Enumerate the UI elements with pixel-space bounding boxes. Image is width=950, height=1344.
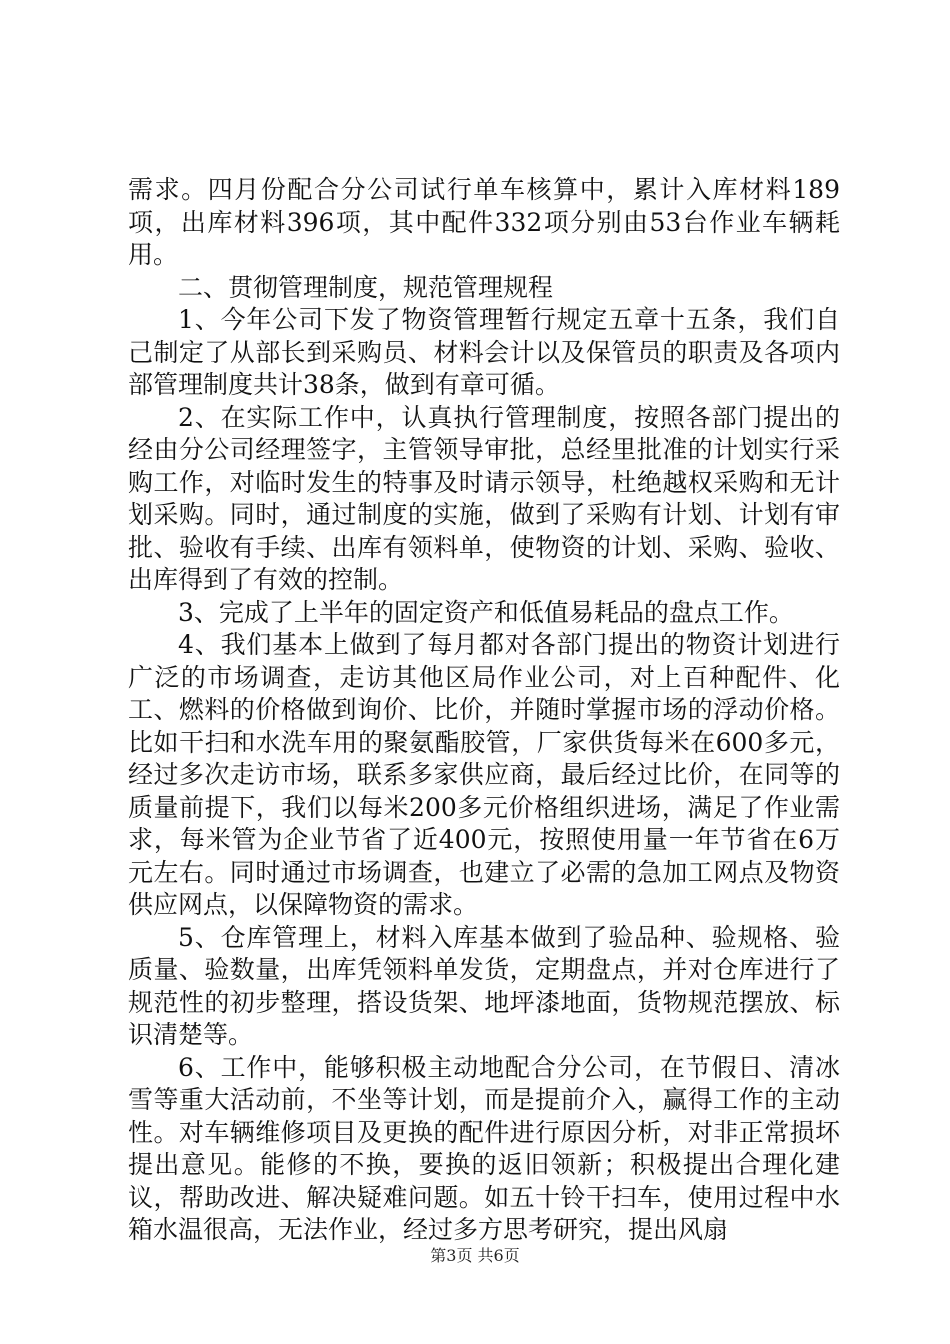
page-number-footer: 第3页 共6页 (430, 1246, 520, 1265)
section-heading: 二、贯彻管理制度，规范管理规程 (178, 272, 554, 302)
document-body (128, 174, 840, 1247)
paragraph-continuation: 需求。四月份配合分公司试行单车核算中，累计入库材料189项，出库材料396项，其中配件332项分别由53台作业车辆耗用。 (128, 175, 840, 269)
paragraph-item-6: 6、工作中，能够积极主动地配合分公司，在节假日、清冰雪等重大活动前，不坐等计划，而是提前介入，赢得工作的主动性。对车辆维修项目及更换的配件进行原因分析，对非正常损坏提出意见。能修的不换，要换的返旧领新；积极提出合理化建议，帮助改进、解决疑难问题。如五十铃干扫车，使用过程中水箱水温很高，无法作业，经过多方思考研究，提出风扇 (128, 1052, 840, 1244)
paragraph-item-2: 2、在实际工作中，认真执行管理制度，按照各部门提出的经由分公司经理签字，主管领导审批，总经里批准的计划实行采购工作，对临时发生的特事及时请示领导，杜绝越权采购和无计划采购。同时，通过制度的实施，做到了采购有计划、计划有审批、验收有手续、出库有领料单，使物资的计划、采购、验收、出库得到了有效的控制。 (128, 402, 840, 594)
paragraph-item-4: 4、我们基本上做到了每月都对各部门提出的物资计划进行广泛的市场调查，走访其他区局作业公司，对上百种配件、化工、燃料的价格做到询价、比价，并随时掌握市场的浮动价格。比如干扫和水洗车用的聚氨酯胶管，厂家供货每米在600多元，经过多次走访市场，联系多家供应商，最后经过比价，在同等的质量前提下，我们以每米200多元价格组织进场，满足了作业需求，每米管为企业节省了近400元，按照使用量一年节省在6万元左右。同时通过市场调查，也建立了必需的急加工网点及物资供应网点，以保障物资的需求。 (128, 630, 840, 919)
paragraph-item-1: 1、今年公司下发了物资管理暂行规定五章十五条，我们自己制定了从部长到采购员、材料会计以及保管员的职责及各项内部管理制度共计38条，做到有章可循。 (128, 305, 840, 399)
paragraph-item-5: 5、仓库管理上，材料入库基本做到了验品种、验规格、验质量、验数量，出库凭领料单发货，定期盘点，并对仓库进行了规范性的初步整理，搭设货架、地坪漆地面，货物规范摆放、标识清楚等。 (128, 922, 840, 1049)
paragraph-item-3: 3、完成了上半年的固定资产和低值易耗品的盘点工作。 (178, 597, 794, 627)
